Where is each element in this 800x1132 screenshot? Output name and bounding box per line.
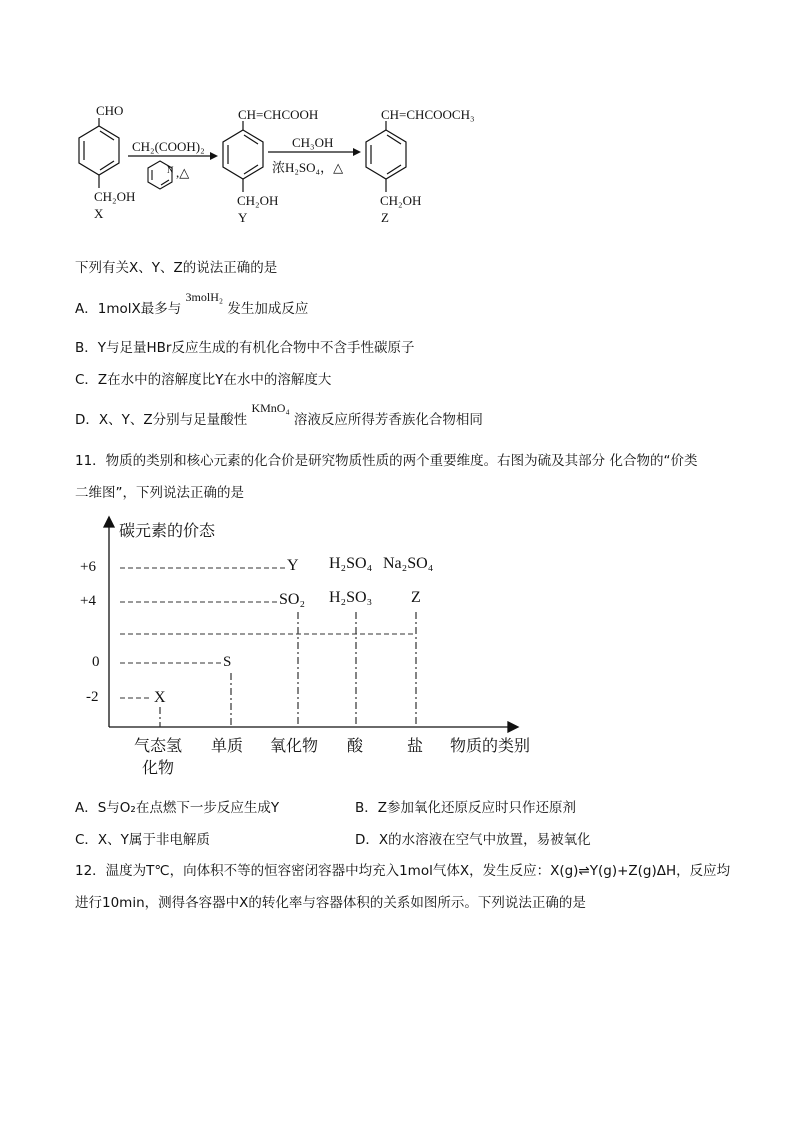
pyridine-n-label: N	[167, 165, 174, 175]
point-x: X	[154, 689, 166, 706]
q11-stem-line1: 11．物质的类别和核心元素的化合价是研究物质性质的两个重要维度。右图为硫及其部分 化合物的“价类	[75, 453, 698, 469]
q10-option-a-pre: A．1molX最多与	[75, 301, 182, 317]
y-axis-title: 碳元素的价态	[119, 521, 216, 540]
q11-stem-line2: 二维图”，下列说法正确的是	[75, 485, 244, 501]
point-y: Y	[287, 557, 299, 574]
y-tick-zero: 0	[92, 654, 100, 670]
y-tick-plus4: +4	[80, 593, 96, 609]
benzene-ring-z	[366, 121, 406, 192]
q12-line1: 12．温度为T℃，向体积不等的恒容密闭容器中均充入1mol气体X，发生反应：X(g)⇌Y(g)+Z(g)ΔH，反应均	[75, 863, 731, 879]
q11-option-c: C．X、Y属于非电解质	[75, 832, 210, 848]
y-tick-plus6: +6	[80, 559, 96, 575]
q10-option-a-formula: 3molH₂	[185, 290, 224, 304]
x-label: X	[94, 206, 104, 221]
arrow1-reagent: CH₂(COOH)₂	[132, 139, 205, 154]
x-axis-title: 物质的类别	[450, 736, 531, 755]
valence-class-axes	[0, 505, 800, 785]
point-h2so4: H₂SO₄	[329, 555, 373, 572]
x-category-salt: 盐	[407, 736, 424, 755]
arrow2-condition: 浓H₂SO₄，△	[272, 160, 344, 175]
q10-option-d-pre: D．X、Y、Z分别与足量酸性	[75, 412, 248, 428]
point-z: Z	[411, 589, 421, 606]
y-label: Y	[238, 210, 248, 225]
point-na2so4: Na₂SO₄	[383, 555, 434, 572]
point-h2so3: H₂SO₃	[329, 589, 373, 606]
q10-option-d	[75, 401, 483, 429]
benzene-ring-y	[223, 121, 263, 192]
q10-option-c: C．Z在水中的溶解度比Y在水中的溶解度大	[75, 372, 332, 388]
q11-option-d: D．X的水溶液在空气中放置，易被氧化	[355, 832, 591, 848]
x-category-oxide: 氧化物	[270, 736, 319, 755]
point-so2: SO₂	[279, 591, 306, 608]
x-category-acid: 酸	[347, 736, 364, 755]
q11-option-b: B．Z参加氧化还原反应时只作还原剂	[355, 800, 577, 816]
q10-option-d-post: 溶液反应所得芳香族化合物相同	[293, 412, 483, 428]
point-s: S	[223, 654, 232, 670]
q10-stem: 下列有关X、Y、Z的说法正确的是	[75, 260, 278, 276]
x-axis-arrow	[508, 722, 518, 732]
z-bottom-group: CH₂OH	[380, 193, 422, 208]
q10-option-a	[75, 290, 309, 318]
q10-option-a-post: 发生加成反应	[227, 301, 309, 317]
x-bottom-group: CH₂OH	[94, 189, 136, 204]
x-category-gas-hydride-2: 化物	[142, 758, 175, 777]
q10-option-b: B．Y与足量HBr反应生成的有机化合物中不含手性碳原子	[75, 340, 415, 356]
q11-option-a: A．S与O₂在点燃下一步反应生成Y	[75, 800, 280, 816]
arrow2-reagent: CH₃OH	[292, 135, 334, 150]
z-top-group: CH=CHCOOCH₃	[381, 107, 475, 122]
x-category-element: 单质	[211, 736, 244, 755]
y-bottom-group: CH₂OH	[237, 193, 279, 208]
x-top-group: CHO	[96, 103, 124, 118]
y-top-group: CH=CHCOOH	[238, 107, 319, 122]
arrow1-condition: ,△	[176, 165, 190, 180]
q10-option-d-formula: KMnO₄	[251, 401, 290, 415]
x-category-gas-hydride-1: 气态氢	[134, 736, 183, 755]
q12-line2: 进行10min，测得各容器中X的转化率与容器体积的关系如图所示。下列说法正确的是	[75, 895, 586, 911]
y-tick-minus2: -2	[86, 689, 99, 705]
y-axis-arrow	[104, 517, 114, 527]
benzene-ring-x	[79, 118, 119, 188]
z-label: Z	[381, 210, 389, 225]
